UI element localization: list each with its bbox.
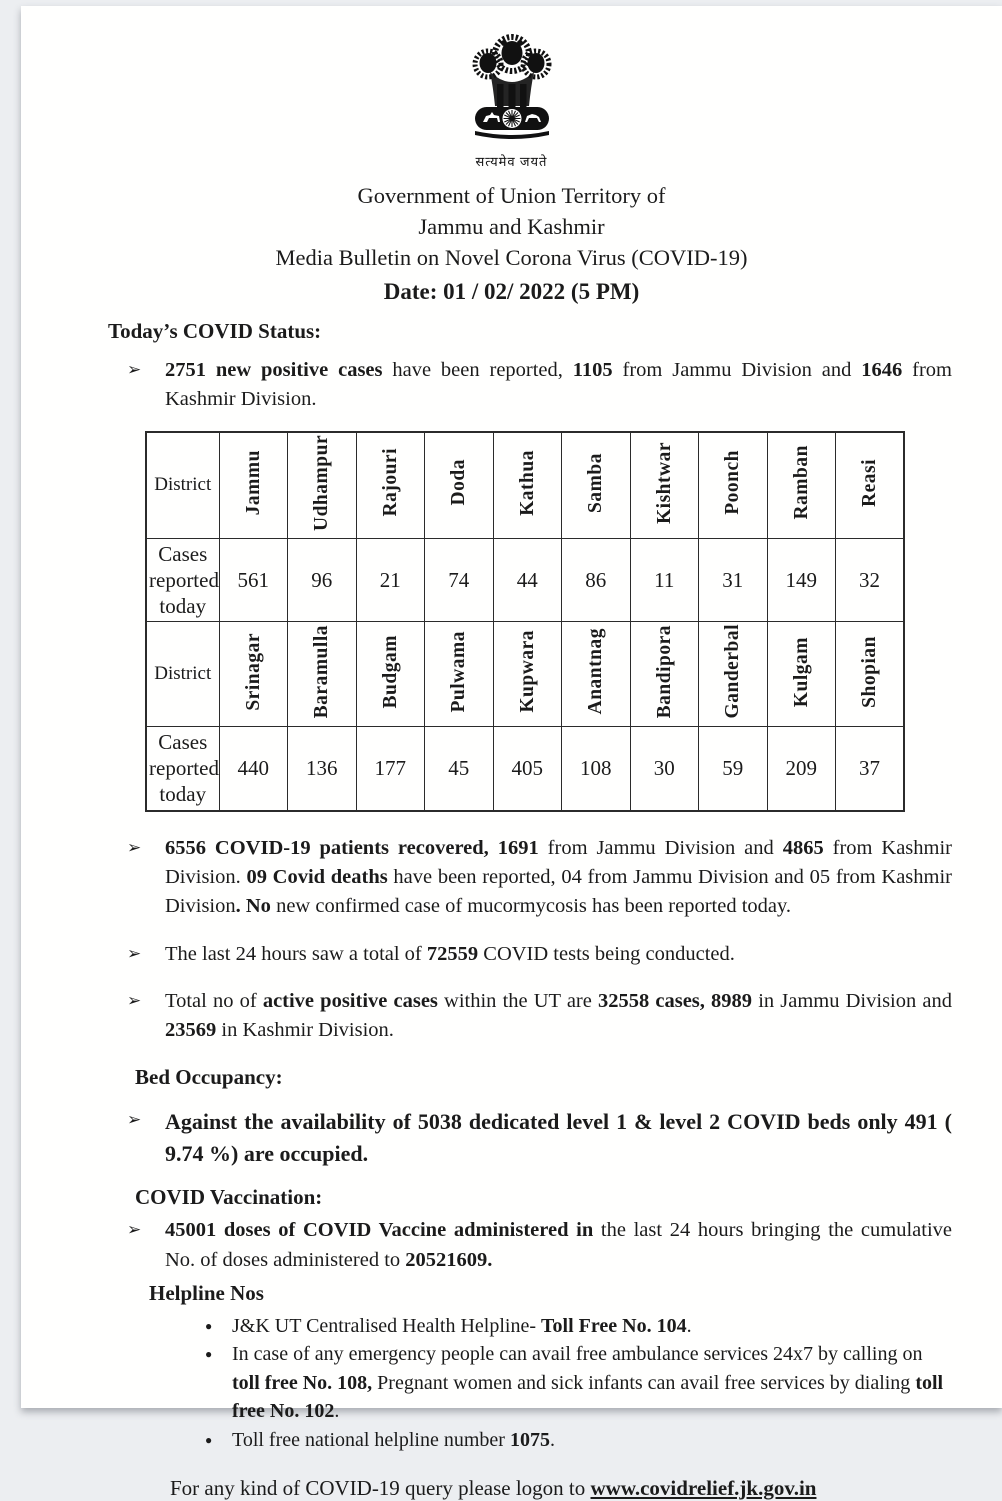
arrow-bullet-icon: ➢ [127,360,142,379]
header-territory: Jammu and Kashmir [418,214,605,239]
helpline-heading: Helpline Nos [149,1280,264,1305]
district-name-cell: Jammu [219,432,288,539]
cases-value-cell: 405 [493,726,562,810]
bullet-bed-occupancy-text: Against the availability of 5038 dedicated level 1 & level 2 COVID beds only 491 ( 9.74 %) are occupied. [165,1109,952,1166]
district-name-cell: Ganderbal [699,622,768,726]
dot-bullet-icon: ● [205,1432,213,1447]
bullet-recovered-text: 6556 COVID-19 patients recovered, 1691 from Jammu Division and 4865 from Kashmir Division. 09 Covid deaths have been reported, 04 from Jammu Division and 05 from Kashmir Division. No new confirmed case of mucormycosis has been reported today. [165,836,952,918]
cases-value-cell: 561 [219,538,288,622]
district-name-cell: Srinagar [219,622,288,726]
cases-label-cell: Cases reported today [146,538,219,622]
cases-label-cell: Cases reported today [146,726,219,810]
arrow-bullet-icon: ➢ [127,990,142,1010]
cases-value-cell: 209 [767,726,836,810]
helpline-item-108-102 [108,1340,952,1425]
cases-value-cell: 177 [356,726,425,810]
district-name-cell: Kulgam [767,622,836,726]
cases-value-cell: 44 [493,538,562,622]
arrow-bullet-icon: ➢ [127,943,142,963]
bulletin-date: Date: 01 / 02/ 2022 (5 PM) [383,279,640,304]
cases-value-cell: 74 [425,538,494,622]
bullet-recovered [108,834,952,922]
cases-value-cell: 21 [356,538,425,622]
cases-value-cell: 11 [630,538,699,622]
district-name-cell: Poonch [699,432,768,539]
district-name-cell: Anantnag [562,622,631,726]
footer-query-line [170,1476,952,1501]
bullet-new-cases [108,356,952,415]
arrow-bullet-icon: ➢ [127,837,142,857]
header-government: Government of Union Territory of [357,183,666,208]
table-row-districts-1 [146,432,904,539]
footer-prefix: For any kind of COVID-19 query please logon to [170,1475,591,1500]
cases-value-cell: 149 [767,538,836,622]
helpline-item-108-102-text: In case of any emergency people can avail free ambulance services 24x7 by calling on toll free No. 108, Pregnant women and sick infants can avail free services by dialing toll free No. 102. [232,1343,944,1423]
district-name-cell: Kishtwar [630,432,699,539]
dot-bullet-icon: ● [205,1318,213,1333]
district-name-cell: Kathua [493,432,562,539]
district-name-cell: Baramulla [288,622,357,726]
district-name-cell: Reasi [836,432,905,539]
district-name-cell: Pulwama [425,622,494,726]
helpline-item-1075 [108,1426,952,1454]
bullet-active-cases [108,987,952,1046]
district-name-cell: Doda [425,432,494,539]
district-label-cell: District [146,432,219,539]
cases-value-cell: 31 [699,538,768,622]
cases-value-cell: 136 [288,726,357,810]
table-row-districts-2 [146,622,904,726]
district-name-cell: Ramban [767,432,836,539]
district-name-cell: Udhampur [288,432,357,539]
arrow-bullet-icon: ➢ [127,1110,142,1130]
emblem-motto: सत्यमेव जयते [475,154,548,169]
cases-value-cell: 96 [288,538,357,622]
bullet-bed-occupancy [108,1106,952,1169]
cases-value-cell: 37 [836,726,905,810]
header-block [21,180,1002,307]
bullet-vaccination [108,1216,952,1275]
district-label-cell: District [146,622,219,726]
bullet-tests [108,940,952,969]
header-bulletin-title: Media Bulletin on Novel Corona Virus (COVID-19) [275,245,748,270]
covidrelief-link[interactable]: www.covidrelief.jk.gov.in [590,1475,817,1500]
cases-value-cell: 59 [699,726,768,810]
vaccination-heading: COVID Vaccination: [135,1185,323,1210]
district-name-cell: Kupwara [493,622,562,726]
cases-value-cell: 440 [219,726,288,810]
ashoka-lion-capital-icon [463,34,561,146]
bullet-active-cases-text: Total no of active positive cases within the UT are 32558 cases, 8989 in Jammu Division and 23569 in Kashmir Division. [165,989,952,1042]
district-cases-table [145,431,905,812]
arrow-bullet-icon: ➢ [127,1220,142,1240]
district-name-cell: Bandipora [630,622,699,726]
cases-value-cell: 86 [562,538,631,622]
table-row-cases-2 [146,726,904,810]
bullet-tests-text: The last 24 hours saw a total of 72559 COVID tests being conducted. [165,942,735,965]
helpline-item-104-text: J&K UT Centralised Health Helpline- Toll Free No. 104. [232,1314,692,1337]
helpline-item-104 [108,1312,952,1340]
cases-value-cell: 45 [425,726,494,810]
cases-value-cell: 108 [562,726,631,810]
helpline-item-1075-text: Toll free national helpline number 1075. [232,1428,555,1451]
district-name-cell: Samba [562,432,631,539]
district-name-cell: Rajouri [356,432,425,539]
bullet-vaccination-text: 45001 doses of COVID Vaccine administered in the last 24 hours bringing the cumulative No. of doses administered to 20521609. [165,1219,952,1271]
dot-bullet-icon: ● [205,1347,213,1362]
cases-value-cell: 30 [630,726,699,810]
table-row-cases-1 [146,538,904,622]
cases-value-cell: 32 [836,538,905,622]
bulletin-page [21,6,1002,1500]
status-heading: Today’s COVID Status: [108,319,322,343]
emblem-block [21,34,1002,170]
bed-occupancy-heading: Bed Occupancy: [135,1065,283,1090]
district-name-cell: Budgam [356,622,425,726]
bullet-new-cases-text: 2751 new positive cases have been reported, 1105 from Jammu Division and 1646 from Kashmir Division. [165,359,952,411]
district-name-cell: Shopian [836,622,905,726]
